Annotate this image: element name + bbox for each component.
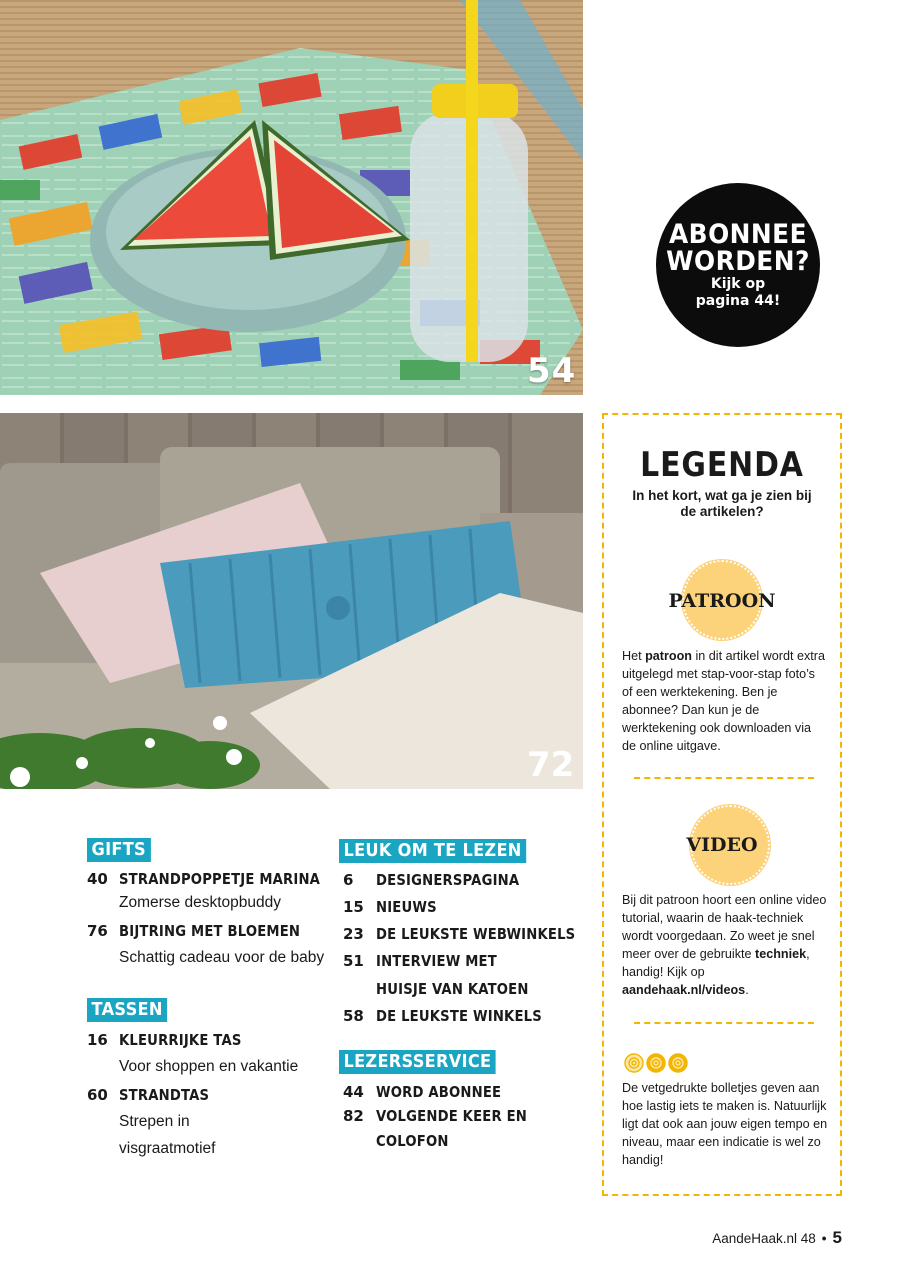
entry-page-number: 60 bbox=[87, 1086, 108, 1104]
placemat-photo bbox=[0, 0, 583, 395]
entry-page-number: 76 bbox=[87, 922, 108, 940]
entry-title-colofon[interactable]: COLOFON bbox=[376, 1132, 449, 1150]
video-label: VIDEO bbox=[686, 834, 758, 856]
cushions-photo bbox=[0, 413, 583, 789]
page-footer bbox=[712, 1228, 842, 1248]
entry-page-number: 51 bbox=[343, 952, 364, 970]
section-tag-tassen[interactable]: TASSEN bbox=[87, 998, 167, 1022]
patroon-label: PATROON bbox=[668, 590, 776, 612]
entry-title-strandtas[interactable]: STRANDTAS bbox=[119, 1086, 210, 1104]
entry-title-webwinkels[interactable]: DE LEUKSTE WEBWINKELS bbox=[376, 925, 576, 943]
entry-title-designerspagina[interactable]: DESIGNERSPAGINA bbox=[376, 871, 520, 889]
entry-title-volgende-keer[interactable]: VOLGENDE KEER EN bbox=[376, 1107, 527, 1125]
section-tag-gifts[interactable]: GIFTS bbox=[87, 838, 150, 862]
entry-description: Voor shoppen en vakantie bbox=[119, 1058, 299, 1075]
page-label-72: 72 bbox=[527, 745, 575, 785]
entry-title-interview-line2[interactable]: HUISJE VAN KATOEN bbox=[376, 980, 529, 998]
legend-divider bbox=[634, 777, 814, 779]
badge-line-2: WORDEN? bbox=[666, 246, 810, 277]
entry-title-interview[interactable]: INTERVIEW MET bbox=[376, 952, 497, 970]
entry-page-number: 15 bbox=[343, 898, 364, 916]
entry-page-number: 40 bbox=[87, 870, 108, 888]
legend-box bbox=[602, 413, 842, 1196]
difficulty-description: De vetgedrukte bolletjes geven aan hoe lastig iets te maken is. Natuurlijk ligt dat ook aan jouw eigen tempo en niveau, maar een indicatie is wel zo handig! bbox=[622, 1081, 828, 1167]
entry-title-nieuws[interactable]: NIEUWS bbox=[376, 898, 437, 916]
crochet-placemat-watermelon-photo bbox=[0, 0, 583, 395]
entry-title-strandpoppetje[interactable]: STRANDPOPPETJE MARINA bbox=[119, 870, 321, 888]
badge-line-3: Kijk op bbox=[710, 276, 766, 292]
badge-line-1: ABONNEE bbox=[668, 219, 807, 250]
entry-title-kleurrijke-tas[interactable]: KLEURRIJKE TAS bbox=[119, 1031, 242, 1049]
footer-site: AandeHaak.nl 48 bbox=[712, 1231, 816, 1246]
entry-title-winkels[interactable]: DE LEUKSTE WINKELS bbox=[376, 1007, 542, 1025]
legend-subtitle: In het kort, wat ga je zien bij de artikelen? bbox=[632, 488, 812, 519]
patroon-description: Het patroon in dit artikel wordt extra uitgelegd met stap-voor-stap foto’s of een werktekening. Ben je abonnee? Dan kun je de werktekening ook downloaden via de online uitgave. bbox=[622, 649, 825, 753]
entry-page-number: 23 bbox=[343, 925, 364, 943]
entry-title-bijtring[interactable]: BIJTRING MET BLOEMEN bbox=[119, 922, 301, 940]
badge-line-4: pagina 44! bbox=[695, 293, 781, 309]
entry-page-number: 16 bbox=[87, 1031, 108, 1049]
section-tag-leuk-om-te-lezen[interactable]: LEUK OM TE LEZEN bbox=[339, 839, 526, 863]
crochet-cushions-sofa-photo bbox=[0, 413, 583, 789]
entry-title-word-abonnee[interactable]: WORD ABONNEE bbox=[376, 1083, 502, 1101]
difficulty-dots-icon bbox=[624, 1051, 694, 1075]
page-label-54: 54 bbox=[527, 351, 577, 391]
section-tag-lezersservice[interactable]: LEZERSSERVICE bbox=[339, 1050, 496, 1074]
video-description: Bij dit patroon hoort een online video tutorial, waarin de haak-techniek wordt voorgedaan. Zo weet je snel meer over de gebruikte techniek, handig! Kijk op aandehaak.nl/videos. bbox=[622, 893, 827, 997]
footer-page-number: 5 bbox=[832, 1228, 842, 1247]
entry-description: Zomerse desktopbuddy bbox=[119, 894, 281, 911]
entry-description: Strepen in bbox=[119, 1113, 190, 1130]
entry-page-number: 44 bbox=[343, 1083, 364, 1101]
entry-page-number: 58 bbox=[343, 1007, 364, 1025]
subscribe-badge[interactable] bbox=[656, 183, 820, 347]
entry-page-number: 6 bbox=[343, 871, 354, 889]
footer-bullet: • bbox=[821, 1231, 827, 1246]
entry-page-number: 82 bbox=[343, 1107, 364, 1125]
entry-description: visgraatmotief bbox=[119, 1140, 216, 1157]
legend-divider bbox=[634, 1022, 814, 1024]
legend-title: LEGENDA bbox=[640, 445, 804, 485]
entry-description: Schattig cadeau voor de baby bbox=[119, 949, 325, 966]
